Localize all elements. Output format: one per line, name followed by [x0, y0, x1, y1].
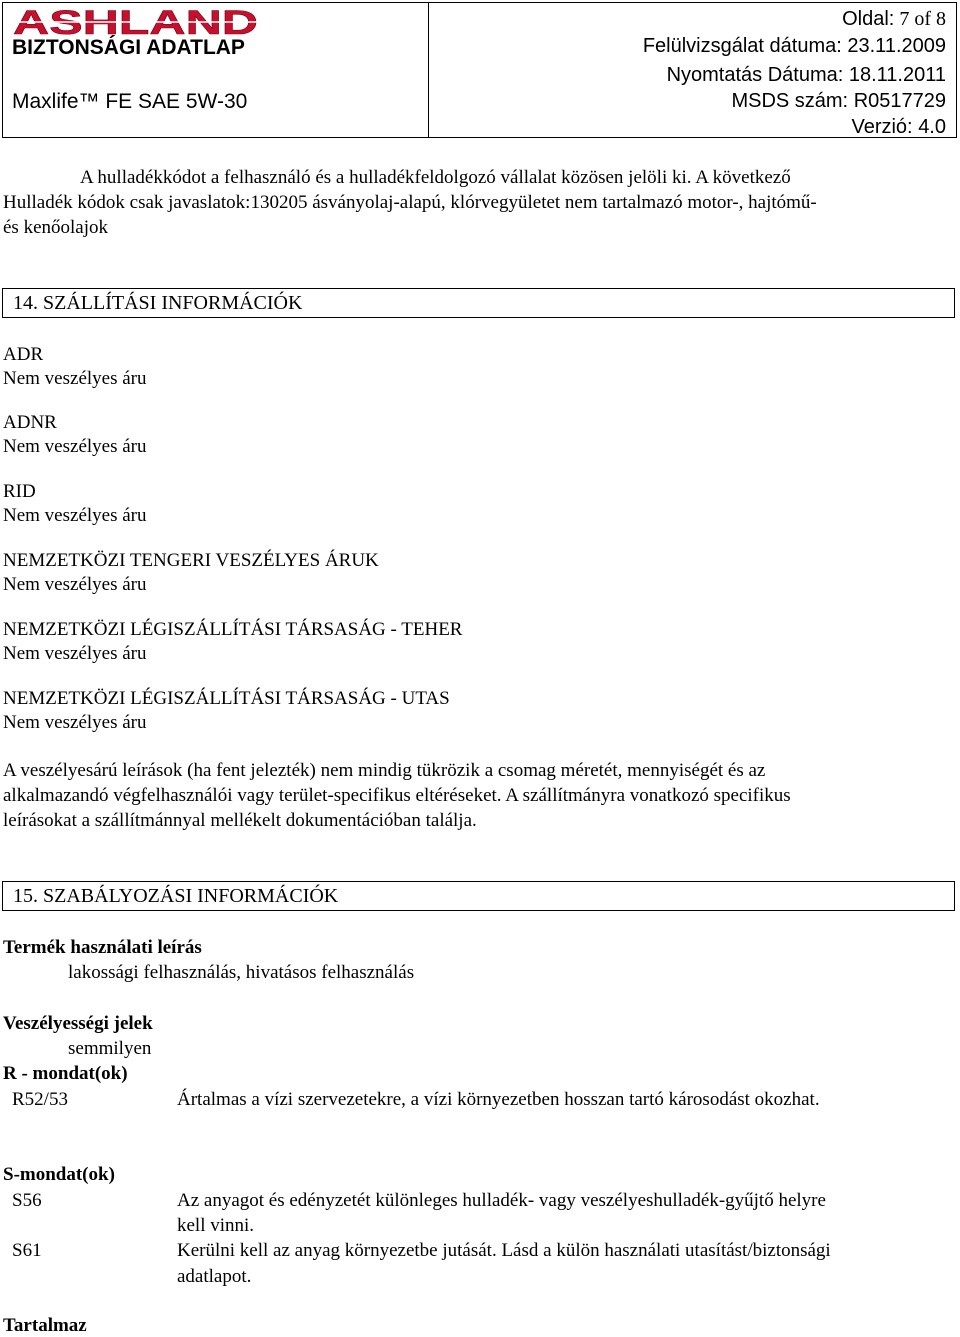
- header-divider: [428, 3, 429, 137]
- page-value: 7 of 8: [899, 8, 946, 30]
- msds-number: [731, 90, 946, 113]
- usage-value: lakossági felhasználás, hivatásos felhasználás: [68, 962, 415, 983]
- transport-value-imdg: Nem veszélyes áru: [3, 574, 147, 595]
- s61-text-line-2: adatlapot.: [177, 1266, 252, 1287]
- document-header: [2, 2, 957, 138]
- page-label: Oldal:: [842, 8, 895, 30]
- usage-heading: Termék használati leírás: [3, 937, 202, 958]
- transport-heading-imdg: NEMZETKÖZI TENGERI VESZÉLYES ÁRUK: [3, 550, 379, 571]
- logo-text: ASHLAND: [13, 5, 258, 37]
- product-name: Maxlife™ FE SAE 5W-30: [12, 90, 248, 113]
- ashland-logo: [13, 5, 263, 37]
- transport-heading-rid: RID: [3, 481, 36, 502]
- version-value: 4.0: [918, 116, 946, 138]
- r-phrases-heading: R - mondat(ok): [3, 1063, 128, 1084]
- s56-text-line-1: Az anyagot és edényzetét különleges hulladék- vagy veszélyeshulladék-gyűjtő helyre: [177, 1190, 826, 1211]
- section-14-title: 14. SZÁLLÍTÁSI INFORMÁCIÓK: [2, 288, 955, 318]
- section-15-title: 15. SZABÁLYOZÁSI INFORMÁCIÓK: [2, 881, 955, 911]
- transport-heading-iata-passenger: NEMZETKÖZI LÉGISZÁLLÍTÁSI TÁRSASÁG - UTAS: [3, 688, 450, 709]
- s61-text-line-1: Kerülni kell az anyag környezetbe jutását. Lásd a külön használati utasítást/biztonsági: [177, 1240, 831, 1261]
- review-value: 23.11.2009: [847, 35, 946, 57]
- print-label: Nyomtatás Dátuma:: [666, 64, 844, 86]
- msds-value: R0517729: [853, 90, 946, 112]
- transport-value-adnr: Nem veszélyes áru: [3, 436, 147, 457]
- doc-title: BIZTONSÁGI ADATLAP: [12, 36, 245, 59]
- transport-value-iata-passenger: Nem veszélyes áru: [3, 712, 147, 733]
- s56-text-line-2: kell vinni.: [177, 1215, 255, 1236]
- transport-note-line-2: alkalmazandó végfelhasználói vagy terület-specifikus eltéréseket. A szállítmányra vonatkozó specifikus: [3, 785, 791, 806]
- s-phrases-heading: S-mondat(ok): [3, 1164, 115, 1185]
- transport-value-adr: Nem veszélyes áru: [3, 368, 147, 389]
- version-label: Verzió:: [851, 116, 913, 138]
- version: [851, 116, 946, 139]
- page-indicator: [842, 8, 946, 31]
- r-phrase-code: R52/53: [12, 1089, 68, 1110]
- transport-note-line-3: leírásokat a szállítmánnyal mellékelt dokumentációban találja.: [3, 810, 477, 831]
- msds-label: MSDS szám:: [731, 90, 849, 112]
- transport-heading-iata-cargo: NEMZETKÖZI LÉGISZÁLLÍTÁSI TÁRSASÁG - TEHER: [3, 619, 463, 640]
- r-phrase-text: Ártalmas a vízi szervezetekre, a vízi környezetben hosszan tartó károsodást okozhat.: [177, 1089, 820, 1110]
- transport-heading-adr: ADR: [3, 344, 44, 365]
- s56-code: S56: [12, 1190, 42, 1211]
- contents-heading: Tartalmaz: [3, 1315, 87, 1336]
- intro-line-2: Hulladék kódok csak javaslatok:130205 ásványolaj-alapú, klórvegyületet nem tartalmazó motor-, hajtómű-: [3, 192, 817, 213]
- hazard-symbols-heading: Veszélyességi jelek: [3, 1013, 153, 1034]
- transport-note-line-1: A veszélyesárú leírások (ha fent jelezték) nem mindig tükrözik a csomag méretét, mennyiségét és az: [3, 760, 766, 781]
- transport-heading-adnr: ADNR: [3, 412, 57, 433]
- print-value: 18.11.2011: [848, 64, 946, 86]
- intro-line-1: A hulladékkódot a felhasználó és a hulladékfeldolgozó vállalat közösen jelöli ki. A következő: [80, 167, 791, 188]
- transport-value-rid: Nem veszélyes áru: [3, 505, 147, 526]
- intro-line-3: és kenőolajok: [3, 217, 109, 238]
- hazard-symbols-value: semmilyen: [68, 1038, 152, 1059]
- print-date: [667, 64, 946, 87]
- review-label: Felülvizsgálat dátuma:: [642, 35, 842, 57]
- transport-value-iata-cargo: Nem veszélyes áru: [3, 643, 147, 664]
- review-date: [643, 35, 946, 58]
- s61-code: S61: [12, 1240, 42, 1261]
